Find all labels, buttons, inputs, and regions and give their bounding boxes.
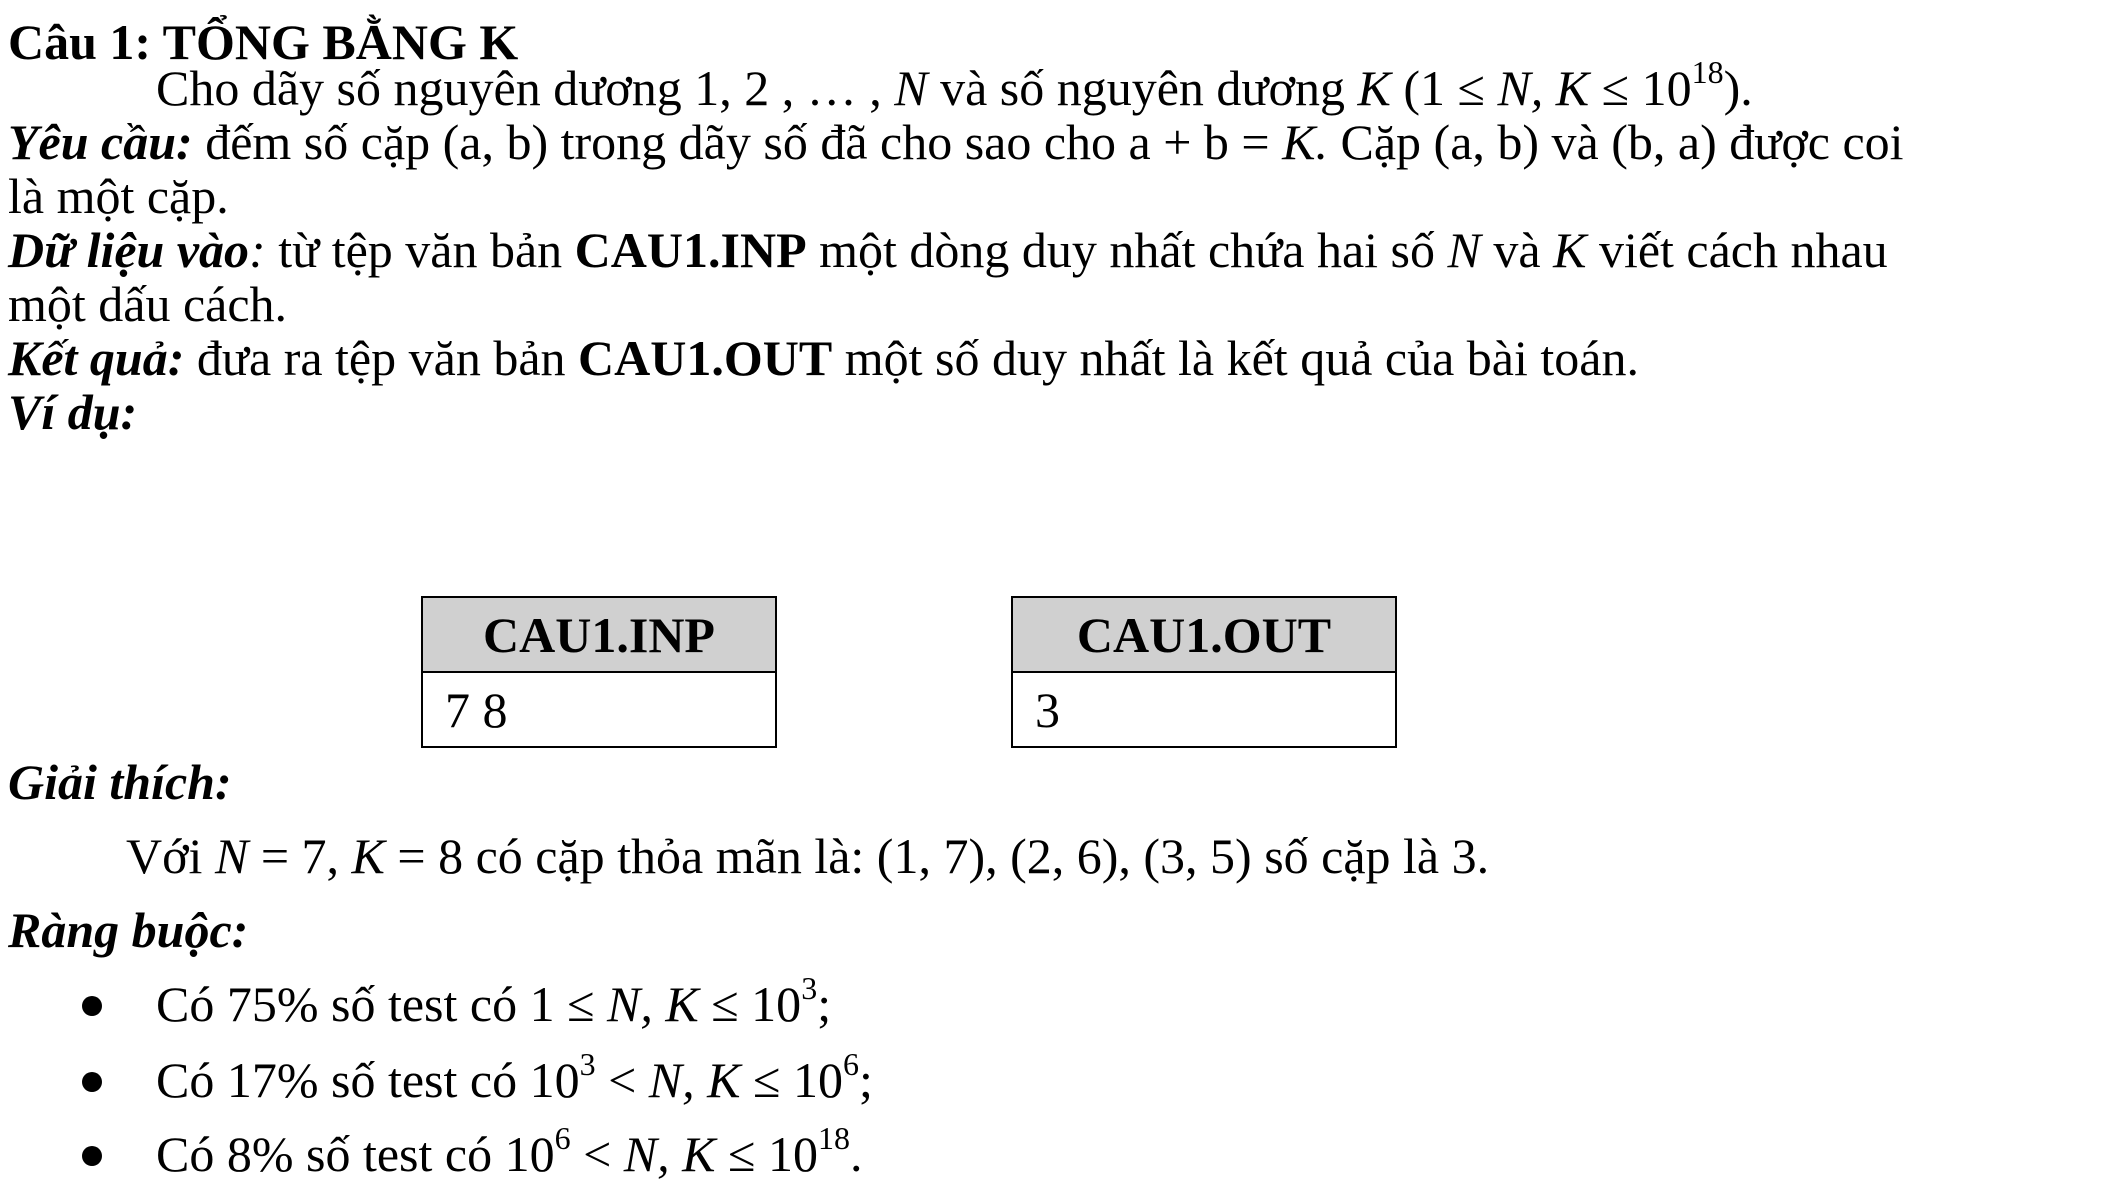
- constraint-text: .: [849, 1126, 863, 1182]
- requirement-text: đếm số cặp (a, b) trong dãy số đã cho sao cho a + b =: [192, 114, 1283, 170]
- example-output-table: [1011, 596, 1397, 748]
- bullet-icon: [82, 1072, 102, 1092]
- explain-text: = 7,: [248, 828, 352, 884]
- var-n: N: [1447, 222, 1481, 278]
- var-nk: N, K: [648, 1052, 741, 1108]
- output-text: đưa ra tệp văn bản: [184, 330, 579, 386]
- constraint-item: [156, 970, 832, 1034]
- exponent: 6: [554, 1120, 571, 1157]
- bullet-icon: [82, 996, 102, 1016]
- var-k: K: [1357, 60, 1391, 116]
- intro-text: và số nguyên dương: [927, 60, 1358, 116]
- constraint-item: [156, 1046, 873, 1110]
- input-text: viết cách nhau: [1586, 222, 1888, 278]
- explain-text: = 8 có cặp thỏa mãn là: (1, 7), (2, 6), (3, 5) số cặp là 3.: [384, 828, 1490, 884]
- exponent: 3: [801, 970, 818, 1007]
- constraint-text: <: [570, 1126, 624, 1182]
- explain-line: [126, 826, 1489, 886]
- example-input-header: CAU1.INP: [422, 597, 776, 672]
- intro-line: [156, 54, 1753, 118]
- bullet-icon: [82, 1146, 102, 1166]
- constraint-item: [156, 1120, 863, 1184]
- var-k: K: [1553, 222, 1587, 278]
- intro-text: ).: [1723, 60, 1753, 116]
- requirement-line: [8, 112, 1904, 172]
- var-k: K: [351, 828, 385, 884]
- constraint-text: ;: [858, 1052, 873, 1108]
- explain-text: Với: [126, 828, 215, 884]
- constraint-text: ≤ 10: [740, 1052, 843, 1108]
- var-nk: N, K: [607, 976, 699, 1032]
- example-output-value: 3: [1012, 672, 1396, 747]
- exponent: 18: [1691, 54, 1724, 91]
- input-colon: :: [249, 222, 266, 278]
- example-output-header: CAU1.OUT: [1012, 597, 1396, 672]
- var-nk: N, K: [1497, 60, 1590, 116]
- constraint-text: <: [595, 1052, 649, 1108]
- intro-text: ≤ 10: [1589, 60, 1692, 116]
- var-n: N: [894, 60, 928, 116]
- output-line: [8, 328, 1639, 388]
- constraint-text: ;: [817, 976, 832, 1032]
- input-text: từ tệp văn bản: [265, 222, 575, 278]
- constraints-label: Ràng buộc:: [8, 902, 249, 958]
- requirement-text: Cặp (a, b) và (b, a) được coi: [1328, 114, 1904, 170]
- var-n: N: [214, 828, 249, 884]
- constraint-text: ≤ 10: [715, 1126, 818, 1182]
- requirement-continuation: là một cặp.: [8, 168, 229, 224]
- constraint-text: Có 17% số test có 10: [156, 1052, 580, 1108]
- input-text: và: [1480, 222, 1554, 278]
- input-continuation: một dấu cách.: [8, 276, 288, 332]
- exponent: 3: [579, 1046, 596, 1083]
- problem-title: Câu 1: TỔNG BẰNG K: [8, 14, 519, 70]
- output-label: Kết quả:: [8, 330, 185, 386]
- explain-label: Giải thích:: [8, 754, 232, 810]
- exponent: 18: [817, 1120, 850, 1157]
- example-input-value: 7 8: [422, 672, 776, 747]
- input-label: Dữ liệu vào: [8, 222, 250, 278]
- input-line: [8, 220, 1888, 280]
- intro-text: (1 ≤: [1390, 60, 1498, 116]
- var-nk: N, K: [623, 1126, 716, 1182]
- example-input-table: [421, 596, 777, 748]
- output-filename: CAU1.OUT: [578, 330, 833, 386]
- constraint-text: Có 8% số test có 10: [156, 1126, 555, 1182]
- input-text: một dòng duy nhất chứa hai số: [806, 222, 1448, 278]
- var-k: K.: [1282, 114, 1328, 170]
- constraint-text: Có 75% số test có 1 ≤: [156, 976, 608, 1032]
- constraint-text: ≤ 10: [698, 976, 802, 1032]
- intro-text: Cho dãy số nguyên dương 1, 2 , … ,: [156, 60, 895, 116]
- output-text: một số duy nhất là kết quả của bài toán.: [832, 330, 1639, 386]
- input-filename: CAU1.INP: [574, 222, 807, 278]
- example-label: Ví dụ:: [8, 384, 138, 440]
- requirement-label: Yêu cầu:: [8, 114, 193, 170]
- exponent: 6: [842, 1046, 859, 1083]
